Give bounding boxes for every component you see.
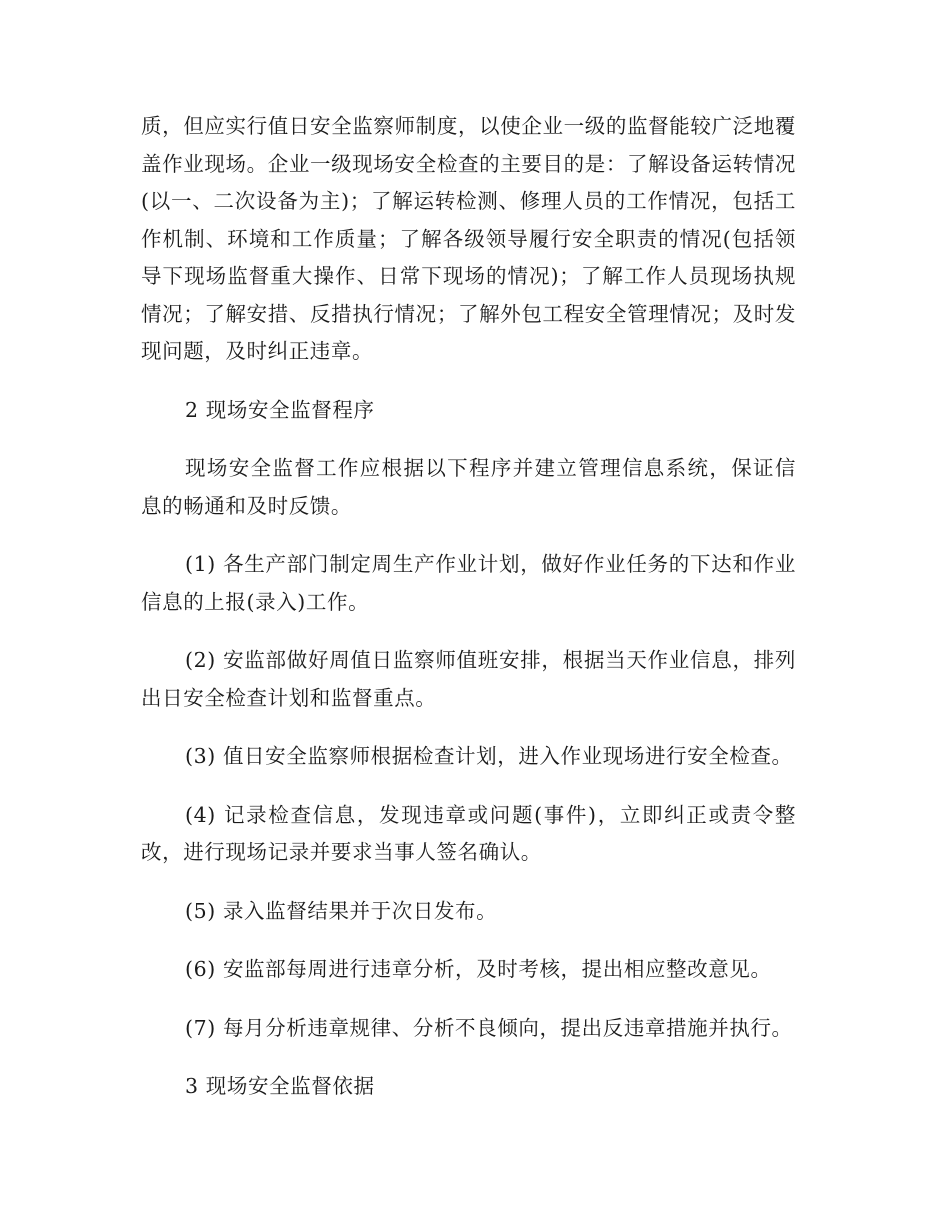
section-heading-2: 2 现场安全监督程序 [185,397,375,422]
step-2-paragraph: (2) 安监部做好周值日监察师值班安排，根据当天作业信息，排列出日安全检查计划和监督重点。 [141,648,796,710]
section-heading-3: 3 现场安全监督依据 [185,1074,375,1098]
intro-paragraph: 质，但应实行值日安全监察师制度，以使企业一级的监督能较广泛地覆盖作业现场。企业一级现场安全检查的主要目的是：了解设备运转情况(以一、二次设备为主)；了解运转检测、修理人员的工作情况，包括工作机制、环境和工作质量；了解各级领导履行安全职责的情况(包括领导下现场监督重大操作、日常下现场的情况)；了解工作人员现场执规情况；了解安措、反措执行情况；了解外包工程安全管理情况；及时发现问题，及时纠正违章。 [141,114,796,363]
step-1-paragraph: (1) 各生产部门制定周生产作业计划，做好作业任务的下达和作业信息的上报(录入)工作。 [141,552,796,614]
step-4-paragraph: (4) 记录检查信息，发现违章或问题(事件)，立即纠正或责令整改，进行现场记录并要求当事人签名确认。 [141,802,796,864]
step-3-paragraph: (3) 值日安全监察师根据检查计划，进入作业现场进行安全检查。 [185,744,793,768]
document-page [141,108,796,1127]
section2-intro-paragraph: 现场安全监督工作应根据以下程序并建立管理信息系统，保证信息的畅通和及时反馈。 [141,456,796,518]
step-7-paragraph: (7) 每月分析违章规律、分析不良倾向，提出反违章措施并执行。 [185,1015,793,1040]
step-5-paragraph: (5) 录入监督结果并于次日发布。 [185,898,498,923]
step-6-paragraph: (6) 安监部每周进行违章分析，及时考核，提出相应整改意见。 [185,957,772,981]
